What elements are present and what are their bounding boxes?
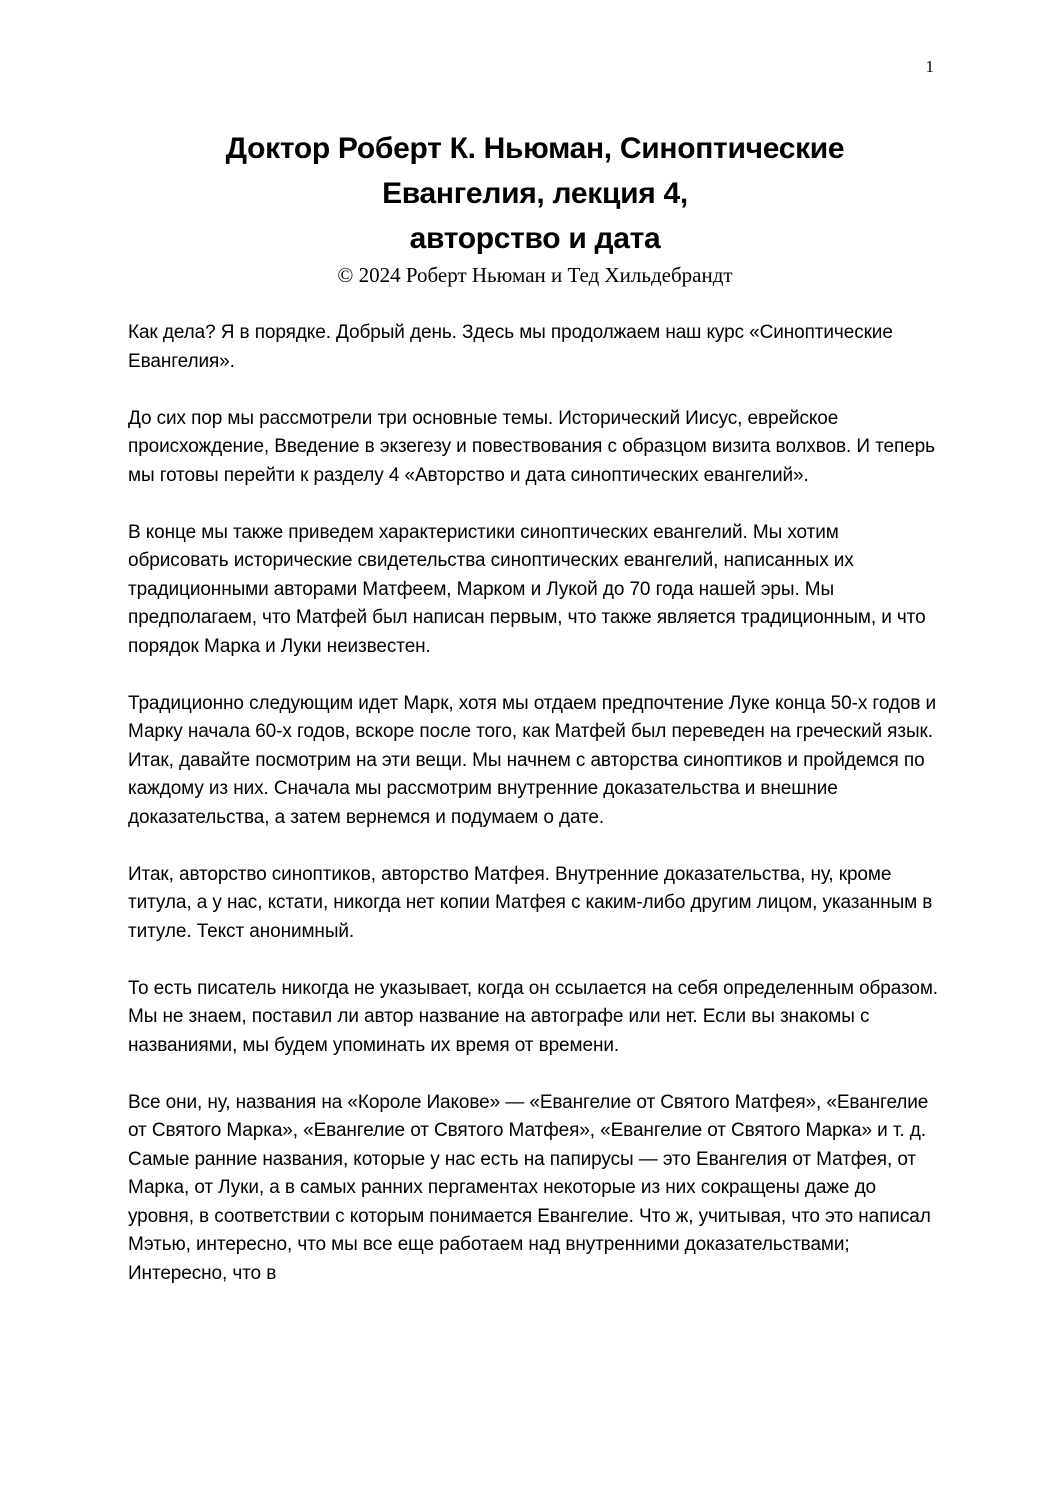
paragraph: Все они, ну, названия на «Короле Иакове» — «Евангелие от Святого Матфея», «Евангелие от Святого Марка», «Евангелие от Святого Матфея», «Евангелие от Святого Марка» и т. д. Самые ранние названия, которые у нас есть на папирусы — это Евангелия от Матфея, от Марка, от Луки, а в самых ранних пергаментах некоторые из них сокращены даже до уровня, в соответствии с которым понимается Евангелие. Что ж, учитывая, что это написал Мэтью, интересно, что мы все еще работаем над внутренними доказательствами; Интересно, что в [128,1091,931,1284]
paragraph: Традиционно следующим идет Марк, хотя мы отдаем предпочтение Луке конца 50-х годов и Марку начала 60-х годов, вскоре после того, как Матфей был переведен на греческий язык. Итак, давайте посмотрим на эти вещи. Мы начнем с авторства синоптиков и пройдемся по каждому из них. Сначала мы рассмотрим внутренние доказательства и внешние доказательства, а затем вернемся и подумаем о дате. [128,692,937,828]
paragraph: В конце мы также приведем характеристики синоптических евангелий. Мы хотим обрисовать исторические свидетельства синоптических евангелий, написанных их традиционными авторами Матфеем, Марком и Лукой до 70 года нашей эры. Мы предполагаем, что Матфей был написан первым, что также является традиционным, и что порядок Марка и Луки неизвестен. [128,521,926,657]
paragraph: Итак, авторство синоптиков, авторство Матфея. Внутренние доказательства, ну, кроме титула, а у нас, кстати, никогда нет копии Матфея с каким-либо другим лицом, указанным в титуле. Текст анонимный. [128,863,933,942]
document-title-line-3: авторство и дата [409,222,661,255]
page-number: 1 [925,57,934,76]
text-column [128,0,942,1288]
paragraph: То есть писатель никогда не указывает, когда он ссылается на себя определенным образом. Мы не знаем, поставил ли автор название на автографе или нет. Если вы знакомы с названиями, мы будем упоминать их время от времени. [128,977,938,1056]
document-title-line-1: Доктор Роберт К. Ньюман, Синоптические [225,132,845,165]
document-header [128,0,942,289]
paragraph: До сих пор мы рассмотрели три основные темы. Исторический Иисус, еврейское происхождение, Введение в экзегезу и повествования с образцом визита волхвов. И теперь мы готовы перейти к разделу 4 «Авторство и дата синоптических евангелий». [128,407,935,486]
paragraph: Как дела? Я в порядке. Добрый день. Здесь мы продолжаем наш курс «Синоптические Евангелия». [128,322,893,372]
document-body [128,319,942,1288]
document-title-line-2: Евангелия, лекция 4, [382,177,688,210]
copyright-line: © 2024 Роберт Ньюман и Тед Хильдебрандт [337,263,733,287]
